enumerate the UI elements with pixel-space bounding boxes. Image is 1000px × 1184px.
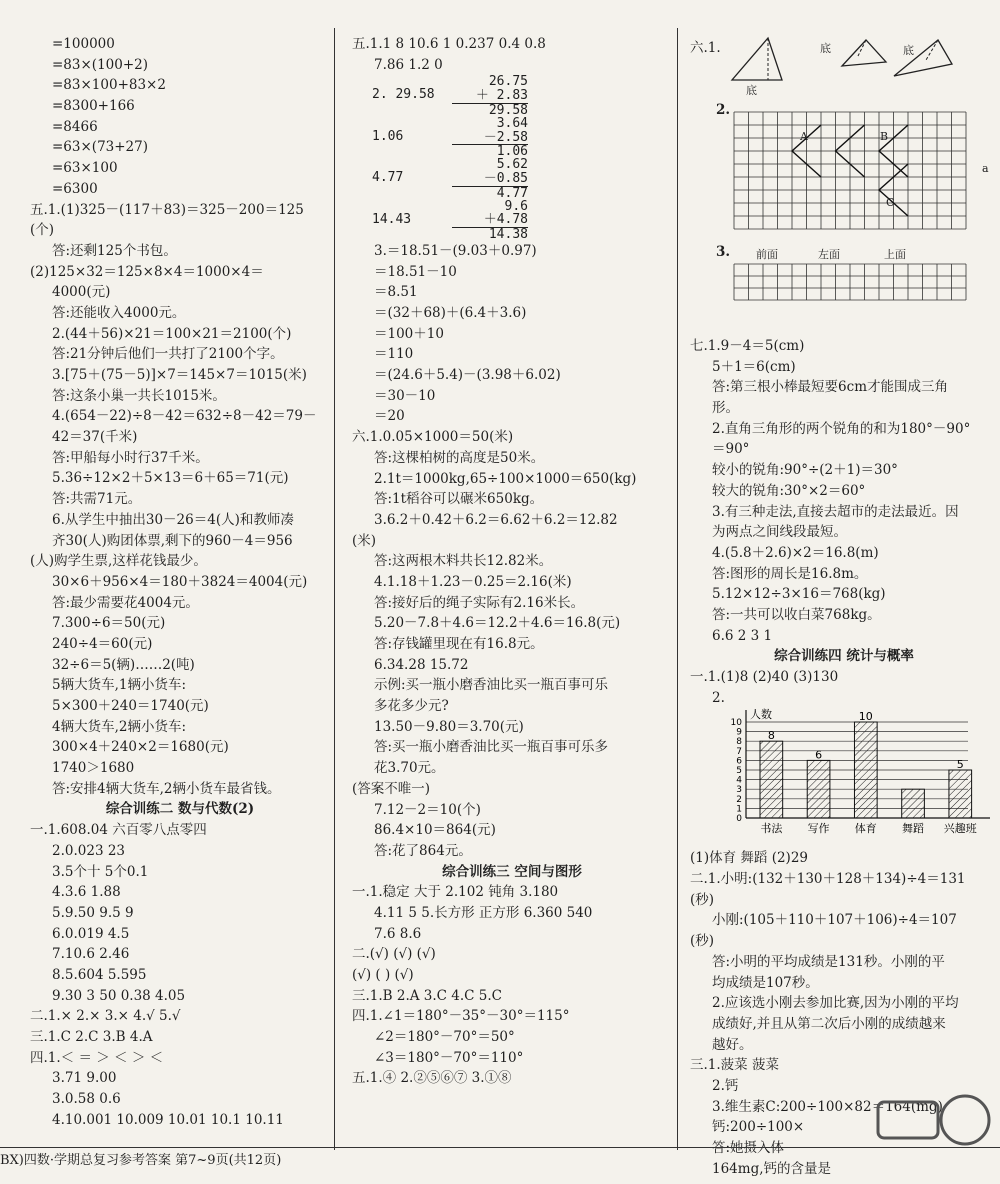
answer-line: 多花多少元? (374, 698, 449, 715)
answer-line: 答:21分钟后他们一共打了2100个字。 (52, 346, 284, 363)
vertical-calculation (352, 117, 672, 158)
answer-line: ＝100＋10 (374, 325, 444, 342)
answer-line: 5×300＋240＝1740(元) (52, 698, 209, 714)
answer-line: ＝30－10 (374, 387, 436, 404)
item-label: 六.1. (690, 40, 721, 56)
answer-line: 7.10.6 2.46 (52, 946, 130, 963)
base-label: 底 (903, 44, 914, 57)
answer-line: 2. (712, 689, 725, 706)
answer-line: 答:甲船每小时行37千米。 (52, 449, 209, 466)
view-label: 上面 (884, 248, 906, 261)
answer-line: 答:第三根小棒最短要6cm才能围成三角 (712, 379, 948, 396)
x-tick-label: 体育 (854, 822, 877, 836)
answer-line: ∠2＝180°－70°＝50° (374, 1029, 515, 1046)
answer-line: (米) (352, 532, 377, 549)
y-tick-label: 3 (736, 785, 742, 796)
answer-line: 五.1.1 8 10.6 1 0.237 0.4 0.8 (352, 36, 546, 52)
x-tick-label: 舞蹈 (902, 822, 925, 836)
answer-line: 4.10.001 10.009 10.01 10.1 10.11 (52, 1111, 284, 1128)
answer-line: =8300+166 (52, 98, 135, 115)
answer-line: 七.1.9－4＝5(cm) (690, 338, 805, 354)
answer-line: 答:小明的平均成绩是131秒。小刚的平 (712, 953, 945, 970)
calc-line: 26.75 (488, 74, 528, 90)
bar-chart-svg (690, 708, 990, 848)
answer-line: 答:存钱罐里现在有16.8元。 (374, 636, 544, 652)
bar (902, 790, 925, 819)
vertical-calculation (352, 200, 672, 241)
answer-line: ＝20 (374, 408, 405, 425)
answer-line: (秒) (690, 891, 715, 908)
calc-line: 9.6 (504, 198, 528, 214)
answer-line: 32÷6＝5(辆)……2(吨) (52, 656, 195, 673)
answer-line: 答:花了864元。 (374, 842, 472, 859)
answer-line: (答案不唯一) (352, 780, 431, 797)
answer-line: 综合训练二 数与代数(2) (105, 801, 255, 818)
answer-line: 3.6.2＋0.42＋6.2＝6.62＋6.2＝12.82 (374, 511, 618, 528)
answer-line: 答:一共可以收白菜768kg。 (712, 606, 881, 623)
answer-line: 齐30(人)购团体票,剩下的960－4＝956 (52, 532, 293, 549)
calc-line: 1.06 (496, 144, 528, 160)
answer-line: 3.5个十 5个0.1 (52, 863, 149, 880)
view-label: 前面 (756, 248, 778, 261)
answer-line: 答:安排4辆大货车,2辆小货车最省钱。 (52, 780, 281, 797)
column-divider (334, 28, 335, 1150)
answer-line: 7.12－2＝10(个) (374, 801, 481, 818)
answer-line: 三.1.C 2.C 3.B 4.A (30, 1029, 153, 1045)
views-grid-svg (690, 242, 990, 336)
y-tick-label: 7 (736, 747, 742, 758)
answer-line: (秒) (690, 933, 715, 950)
answer-line: 5＋1＝6(cm) (712, 358, 796, 375)
calc-result: 2. 29.58 (372, 87, 435, 103)
answer-line: 答:这两根木料共长12.82米。 (374, 553, 553, 570)
bar (807, 761, 830, 819)
answer-line: 4000(元) (52, 284, 111, 301)
answer-line: (人)购学生票,这样花钱最少。 (30, 553, 207, 570)
answer-line: 答:她摄入体 (712, 1140, 785, 1156)
answer-line: ∠3＝180°－70°＝110° (374, 1049, 524, 1066)
answer-line: (2)125×32＝125×8×4＝1000×4＝ (30, 263, 264, 280)
calc-line: 29.58 (488, 102, 528, 118)
answer-line: 答:接好后的绳子实际有2.16米长。 (374, 594, 585, 611)
answer-line: 30×6＋956×4＝180＋3824＝4004(元) (52, 573, 308, 590)
calc-line: 14.38 (488, 227, 528, 243)
answer-line: 5辆大货车,1辆小货车: (52, 677, 187, 694)
x-tick-label: 兴趣班 (943, 822, 977, 836)
answer-line: 答:图形的周长是16.8m。 (712, 565, 868, 582)
answer-line: 6.从学生中抽出30－26＝4(人)和教师凑 (52, 511, 294, 528)
footer-rule (0, 1147, 1000, 1148)
answer-line: 240÷4＝60(元) (52, 635, 153, 652)
answer-line: =83×(100+2) (52, 56, 149, 73)
answer-line: 答:共需71元。 (52, 491, 142, 508)
answer-line: 5.20－7.8＋4.6＝12.2＋4.6＝16.8(元) (374, 615, 621, 632)
calc-line: －0.85 (452, 172, 528, 187)
y-tick-label: 0 (736, 814, 742, 825)
answer-line: 2.(44＋56)×21＝100×21＝2100(个) (52, 325, 292, 342)
bar (949, 770, 972, 818)
answer-line: 3.71 9.00 (52, 1070, 117, 1087)
answer-line: 6.0.019 4.5 (52, 925, 130, 942)
answer-line: 综合训练三 空间与图形 (442, 863, 582, 880)
answer-line: 9.30 3 50 0.38 4.05 (52, 987, 186, 1004)
answer-line: 答:这条小巢一共长1015米。 (52, 387, 226, 404)
answer-line: ＝110 (374, 346, 414, 363)
answer-line: 答:最少需要花4004元。 (52, 594, 199, 611)
answer-line: 四.1.＜ ＝ ＞ ＜ ＞ ＜ (30, 1049, 164, 1066)
answer-line: 7.86 1.2 0 (374, 56, 443, 73)
answer-line: 三.1.菠菜 菠菜 (690, 1057, 779, 1074)
answer-line: 3.有三种走法,直接去超市的走法最近。因 (712, 503, 959, 520)
answer-line: 二.1.小明:(132＋130＋128＋134)÷4＝131 (690, 871, 966, 888)
answer-line: 钙:200÷100× (712, 1119, 805, 1136)
answer-line: 越好。 (712, 1036, 753, 1053)
answer-line: 二.1.× 2.× 3.× 4.√ 5.√ (30, 1008, 181, 1025)
y-tick-label: 4 (736, 775, 742, 786)
answer-line: 均成绩是107秒。 (712, 974, 819, 991)
answer-line: 一.1.608.04 六百零八点零四 (30, 822, 207, 839)
answer-line: 一.1.稳定 大于 2.102 钝角 3.180 (352, 884, 559, 901)
answer-line: 164mg,钙的含量是 (712, 1160, 832, 1177)
column-divider (677, 28, 678, 1150)
answer-line: 2.0.023 23 (52, 842, 125, 859)
calc-line: ＋ 2.83 (452, 89, 528, 104)
answer-line: 8.5.604 5.595 (52, 966, 147, 983)
answer-line: 二.(√) (√) (√) (352, 946, 436, 963)
answer-line: =6300 (52, 180, 98, 197)
answer-line: 6.6 2 3 1 (712, 627, 773, 644)
base-label: 底 (746, 84, 757, 97)
answer-line: 13.50－9.80＝3.70(元) (374, 718, 524, 735)
answer-line: 1740＞1680 (52, 760, 135, 777)
bar (854, 722, 877, 818)
answer-line: (1)体育 舞蹈 (2)29 (690, 850, 809, 867)
views-figure: 3. 前面 左面 上面 (690, 242, 998, 336)
y-tick-label: 9 (736, 727, 742, 738)
answer-line: 4.1.18＋1.23－0.25＝2.16(米) (374, 573, 572, 590)
answer-line: 成绩好,并且从第二次后小刚的成绩越来 (712, 1015, 946, 1032)
answer-line: 6.34.28 15.72 (374, 656, 469, 673)
calc-line: 5.62 (496, 157, 528, 173)
triangles-svg (690, 34, 990, 100)
answer-line: =83×100+83×2 (52, 77, 166, 94)
answer-line: 4.(5.8＋2.6)×2＝16.8(m) (712, 544, 879, 561)
answer-line: 3.＝18.51－(9.03＋0.97) (374, 242, 537, 259)
answer-line: 形。 (712, 400, 739, 417)
answer-line: 答:1t稻谷可以碾米650kg。 (374, 491, 544, 508)
answer-line: (√) ( ) (√) (352, 967, 414, 983)
x-tick-label: 写作 (807, 822, 830, 836)
answer-line: ＝(24.6＋5.4)－(3.98＋6.02) (374, 367, 561, 384)
bar-value-label: 10 (858, 710, 873, 724)
calc-line: －2.58 (452, 131, 528, 146)
answer-line: 5.12×12÷3×16＝768(kg) (712, 586, 886, 603)
calc-result: 4.77 (372, 170, 404, 186)
column-middle (352, 34, 672, 1089)
answer-line: 42＝37(千米) (52, 429, 138, 446)
answer-line: 综合训练四 统计与概率 (774, 648, 914, 665)
y-tick-label: 1 (736, 804, 742, 815)
grid-svg (690, 100, 990, 240)
calc-line: 4.77 (496, 185, 528, 201)
answer-line: 较大的锐角:30°×2＝60° (712, 482, 866, 499)
watermark-logo (870, 1090, 996, 1180)
answer-line: 较小的锐角:90°÷(2＋1)＝30° (712, 462, 898, 479)
view-label: 左面 (818, 248, 840, 261)
answer-line: 3.维生素C:200÷100×82＝164(mg) (712, 1098, 943, 1115)
answer-line: =63×100 (52, 160, 118, 177)
answer-line: =63×(73+27) (52, 139, 149, 156)
y-tick-label: 10 (730, 718, 742, 729)
translation-grid-figure: 2. A B C a (690, 100, 998, 242)
answer-line: 小刚:(105＋110＋107＋106)÷4＝107 (712, 912, 957, 929)
answer-line: 7.300÷6＝50(元) (52, 615, 166, 632)
triangle-heights-figure (690, 34, 998, 100)
y-tick-label: 6 (736, 756, 742, 767)
answer-line: 答:还剩125个书包。 (52, 242, 177, 259)
answer-line: 答:这棵柏树的高度是50米。 (374, 449, 545, 466)
answer-line: ＝18.51－10 (374, 263, 457, 280)
answer-line: 4.11 5 5.长方形 正方形 6.360 540 (374, 904, 593, 921)
calc-line: ＋4.78 (452, 213, 528, 228)
y-tick-label: 5 (736, 766, 742, 777)
column-left (30, 34, 330, 1130)
base-label: 底 (820, 42, 831, 55)
answer-line: 示例:买一瓶小磨香油比买一瓶百事可乐 (374, 677, 609, 694)
answer-line: ＝(32＋68)＋(6.4＋3.6) (374, 305, 527, 321)
y-tick-label: 8 (736, 737, 742, 748)
answer-line: 3.[75＋(75－5)]×7＝145×7＝1015(米) (52, 367, 307, 383)
answer-line: 四.1.∠1＝180°－35°－30°＝115° (352, 1008, 570, 1025)
answer-line: 答:买一瓶小磨香油比买一瓶百事可乐多 (374, 739, 609, 756)
y-axis-label: 人数 (750, 708, 772, 722)
y-tick-label: 2 (736, 795, 742, 806)
answer-line: 五.1.④ 2.②⑤⑥⑦ 3.①⑧ (352, 1070, 512, 1087)
answer-line: 2.直角三角形的两个锐角的和为180°－90° (712, 420, 971, 437)
answer-line: 4.3.6 1.88 (52, 884, 121, 901)
vertical-calculation (352, 158, 672, 199)
answer-line: 4辆大货车,2辆小货车: (52, 718, 187, 735)
page-footer: BX)四数·学期总复习参考答案 第7~9页(共12页) (0, 1153, 282, 1168)
calc-result: 14.43 (372, 211, 412, 227)
answer-line: =8466 (52, 118, 98, 135)
bar-value-label: 5 (956, 758, 964, 772)
answer-line: 五.1.(1)325－(117＋83)＝325－200＝125 (30, 201, 304, 218)
answer-line: 花3.70元。 (374, 760, 445, 777)
answer-line: 答:还能收入4000元。 (52, 304, 186, 321)
answer-line: 4.(654－22)÷8－42＝632÷8－42＝79－ (52, 408, 317, 425)
bar-value-label: 6 (815, 748, 823, 762)
answer-line: =100000 (52, 36, 115, 52)
answer-line: 5.9.50 9.5 9 (52, 904, 134, 921)
bar (760, 742, 783, 819)
vertical-calculation (352, 75, 672, 116)
calc-line: 3.64 (496, 115, 528, 131)
answer-line: ＝90° (712, 441, 750, 458)
answer-line: 2.应该选小刚去参加比赛,因为小刚的平均 (712, 995, 959, 1012)
answer-line: 7.6 8.6 (374, 925, 422, 942)
bar-chart (690, 708, 998, 848)
answer-line: ＝8.51 (374, 284, 418, 301)
answer-line: 300×4＋240×2＝1680(元) (52, 739, 229, 756)
answer-line: 一.1.(1)8 (2)40 (3)130 (690, 669, 839, 685)
calc-result: 1.06 (372, 128, 404, 144)
answer-line: 六.1.0.05×1000＝50(米) (352, 429, 514, 446)
bar-value-label: 8 (767, 729, 775, 743)
answer-line: 2.1t＝1000kg,65÷100×1000＝650(kg) (374, 470, 637, 487)
answer-line: 5.36÷12×2＋5×13＝6＋65＝71(元) (52, 470, 289, 487)
x-tick-label: 书法 (760, 822, 783, 836)
answer-line: 2.钙 (712, 1077, 739, 1094)
column-right (690, 34, 998, 1179)
answer-line: 86.4×10＝864(元) (374, 822, 496, 839)
answer-line: (个) (30, 222, 55, 239)
answer-line: 3.0.58 0.6 (52, 1091, 121, 1108)
answer-line: 三.1.B 2.A 3.C 4.C 5.C (352, 987, 503, 1004)
answer-line: 为两点之间线段最短。 (712, 524, 847, 541)
